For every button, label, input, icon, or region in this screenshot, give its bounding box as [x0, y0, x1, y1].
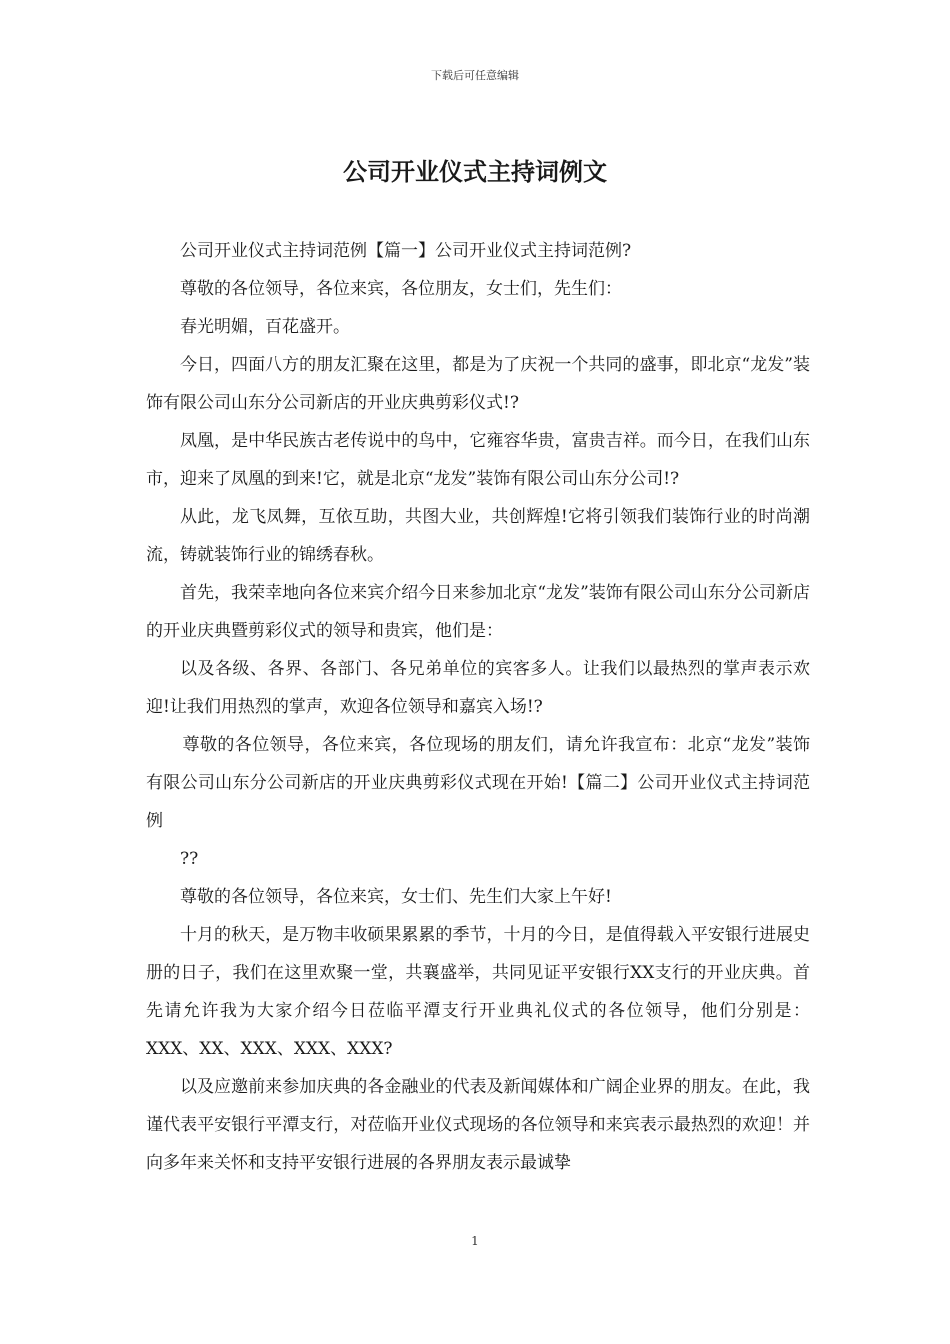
paragraph: 凤凰，是中华民族古老传说中的鸟中，它雍容华贵，富贵吉祥。而今日，在我们山东市，迎来了凤凰的到来!它，就是北京“龙发”装饰有限公司山东分公司!? [146, 431, 810, 489]
paragraph: 春光明媚，百花盛开。 [180, 317, 350, 337]
paragraph: 今日，四面八方的朋友汇聚在这里，都是为了庆祝一个共同的盛事，即北京“龙发”装饰有限公司山东分公司新店的开业庆典剪彩仪式!? [146, 355, 810, 413]
paragraph: 公司开业仪式主持词范例【篇一】公司开业仪式主持词范例? [180, 241, 632, 261]
paragraph: 以及应邀前来参加庆典的各金融业的代表及新闻媒体和广阔企业界的朋友。在此，我谨代表平安银行平潭支行，对莅临开业仪式现场的各位领导和来宾表示最热烈的欢迎！并向多年来关怀和支持平安银行进展的各界朋友表示最诚挚 [146, 1077, 810, 1173]
document-body [146, 232, 810, 1182]
header-note: 下载后可任意编辑 [431, 69, 519, 82]
page-number: 1 [471, 1234, 479, 1248]
paragraph: 首先，我荣幸地向各位来宾介绍今日来参加北京“龙发”装饰有限公司山东分公司新店的开业庆典暨剪彩仪式的领导和贵宾，他们是： [146, 583, 810, 641]
paragraph: 尊敬的各位领导，各位来宾，女士们、先生们大家上午好! [180, 887, 612, 907]
paragraph: 以及各级、各界、各部门、各兄弟单位的宾客多人。让我们以最热烈的掌声表示欢迎!让我们用热烈的掌声，欢迎各位领导和嘉宾入场!? [146, 659, 810, 717]
paragraph: 尊敬的各位领导，各位来宾，各位朋友，女士们，先生们： [180, 279, 622, 299]
document-title: 公司开业仪式主持词例文 [343, 158, 607, 186]
paragraph: ?? [180, 849, 199, 869]
paragraph: 十月的秋天，是万物丰收硕果累累的季节，十月的今日，是值得载入平安银行进展史册的日子，我们在这里欢聚一堂，共襄盛举，共同见证平安银行XX支行的开业庆典。首先请允许我为大家介绍今日莅临平潭支行开业典礼仪式的各位领导，他们分别是：XXX、XX、XXX、XXX、XXX? [146, 925, 810, 1059]
paragraph: 从此，龙飞凤舞，互依互助，共图大业，共创辉煌!它将引领我们装饰行业的时尚潮流，铸就装饰行业的锦绣春秋。 [146, 507, 810, 565]
paragraph: 尊敬的各位领导，各位来宾，各位现场的朋友们，请允许我宣布：北京“龙发”装饰有限公司山东分公司新店的开业庆典剪彩仪式现在开始!【篇二】公司开业仪式主持词范例 [146, 735, 810, 831]
